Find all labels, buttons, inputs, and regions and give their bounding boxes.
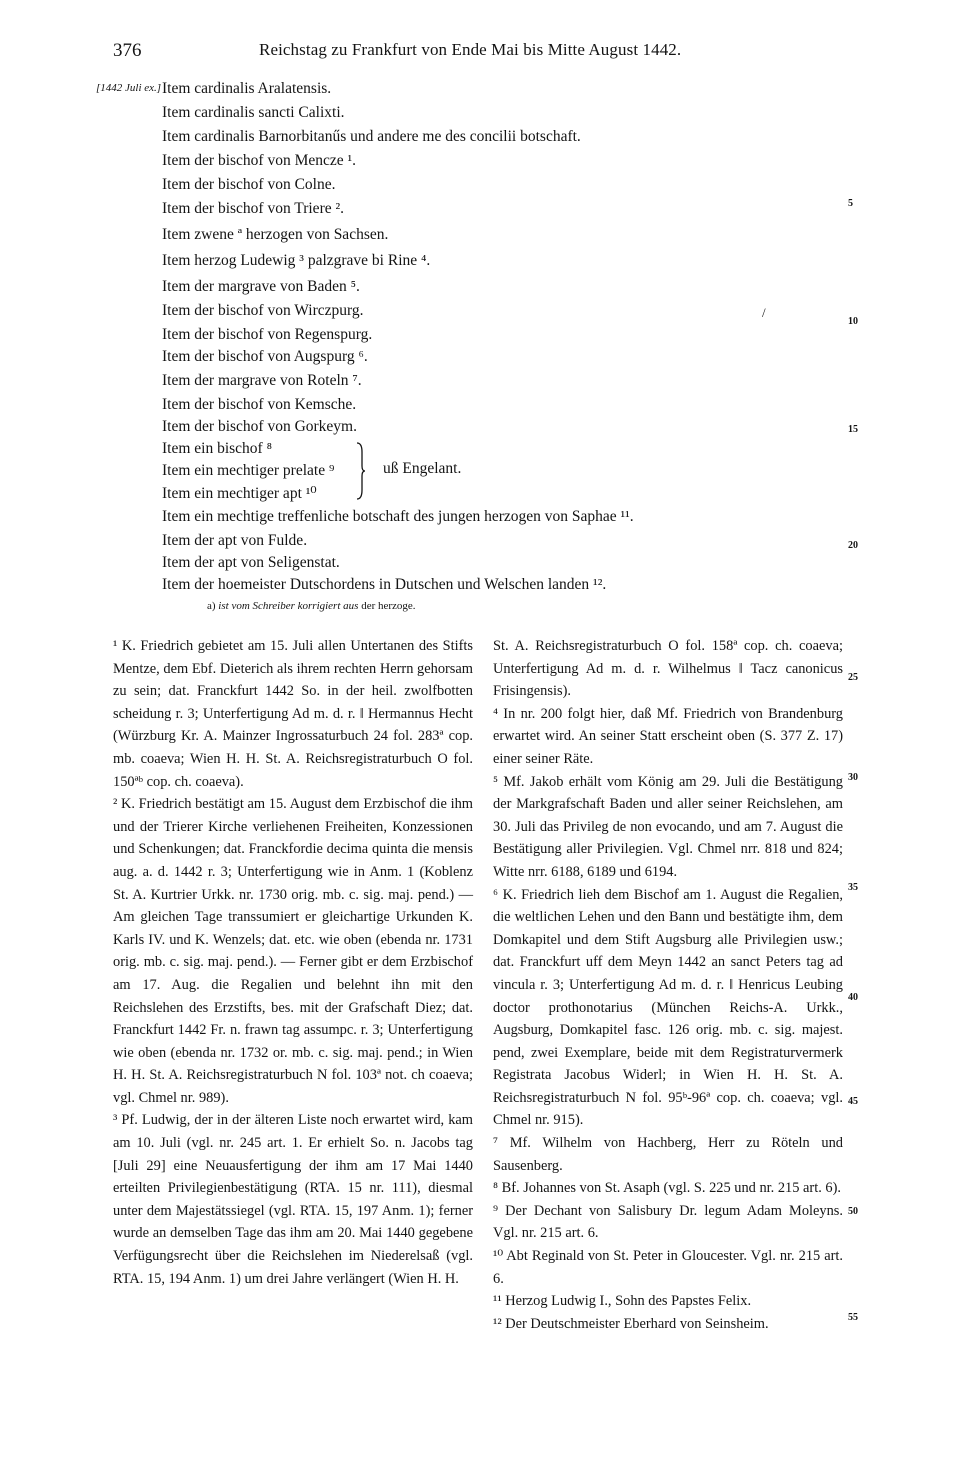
list-item: Item der bischof von Augspurg ⁶. [162, 348, 368, 365]
list-item: Item der bischof von Regenspurg. [162, 326, 373, 343]
list-item: Item der apt von Fulde. [162, 532, 308, 549]
line-number: 25 [848, 672, 858, 683]
footnote: ¹⁰ Abt Reginald von St. Peter in Gloucester. Vgl. nr. 215 art. 6. [493, 1248, 843, 1287]
line-number: 35 [848, 882, 858, 893]
textual-note-prefix: a) [207, 600, 216, 612]
list-item: Item der bischof von Wirczpurg. [162, 302, 364, 319]
page-header [113, 40, 920, 68]
margin-date: [1442 Juli ex.] [96, 82, 162, 94]
list-item: Item der bischof von Colne. [162, 176, 336, 193]
list-item: Item der hoemeister Dutschordens in Dutschen und Welschen landen ¹². [162, 576, 607, 593]
running-title: Reichstag zu Frankfurt von Ende Mai bis Mitte August 1442. [259, 40, 682, 59]
footnote: ⁵ Mf. Jakob erhält vom König am 29. Juli die Bestätigung der Markgrafschaft Baden und aller seiner Reichslehen, am 30. Juli das Privileg de non evocando, und am 7. August die Bestätigung aller Privilegien. Vgl. Chmel nrr. 818 und 824; Witte nrr. 6188, 6189 und 6194. [493, 773, 843, 880]
line-number: 10 [848, 316, 858, 327]
line-number: 50 [848, 1206, 858, 1217]
line-number: 5 [848, 198, 853, 209]
list-item: Item der bischof von Kemsche. [162, 396, 357, 413]
line-number: 30 [848, 772, 858, 783]
textual-note [207, 600, 416, 612]
list-item: Item ein bischof ⁸ [162, 440, 272, 457]
footnote: ⁸ Bf. Johannes von St. Asaph (vgl. S. 225 und nr. 215 art. 6). [493, 1180, 841, 1197]
footnote: ¹¹ Herzog Ludwig I., Sohn des Papstes Felix. [493, 1293, 752, 1310]
list-item: Item der bischof von Gorkeym. [162, 418, 357, 435]
footnote: ⁹ Der Dechant von Salisbury Dr. legum Adam Moleyns. Vgl. nr. 215 art. 6. [493, 1202, 843, 1242]
footnote: ⁷ Mf. Wilhelm von Hachberg, Herr zu Röteln und Sausenberg. [493, 1135, 843, 1174]
list-item: Item ein mechtiger apt ¹⁰ [162, 485, 317, 502]
list-item: Item der bischof von Triere ². [162, 200, 345, 217]
list-item: Item cardinalis sancti Calixti. [162, 104, 345, 121]
line-number: 40 [848, 992, 858, 1003]
footnote: ⁴ In nr. 200 folgt hier, daß Mf. Friedrich von Brandenburg erwartet wird. An seiner Statt erscheint oben (S. 377 Z. 17) einer seiner Räte. [493, 705, 843, 767]
footnote: St. A. Reichsregistraturbuch O fol. 158ª cop. ch. coaeva; Unterfertigung Ad m. d. r. Wilhelmus ‖ Tacz canonicus Frisingensis). [493, 638, 843, 700]
footnotes-right-column [493, 635, 843, 1335]
footnote: ¹ K. Friedrich gebietet am 15. Juli allen Untertanen des Stifts Mentze, dem Ebf. Dieterich als ihrem rechten Herrn gehorsam zu sein; dat. Franckfurt 1442 So. in der heil. zwolfbotten scheidung r. 3; Unterfertigung Ad m. d. r. ‖ Hermannus Hecht (Würzburg Kr. A. Mainzer Ingrossaturbuch 24 fol. 283ª cop. mb. coaeva; Wien H. H. St. A. Reichsregistraturbuch O fol. 150ªᵇ cop. ch. coaeva). [113, 638, 473, 790]
line-number: 55 [848, 1312, 858, 1323]
textual-note-rest: der herzoge. [361, 600, 416, 612]
list-item: Item der bischof von Mencze ¹. [162, 152, 357, 169]
margin-mark: / [762, 305, 766, 320]
line-number: 45 [848, 1096, 858, 1107]
list-item: Item cardinalis Aralatensis. [162, 80, 332, 97]
line-number: 15 [848, 424, 858, 435]
list-item: Item der apt von Seligenstat. [162, 554, 340, 571]
page-number: 376 [113, 40, 142, 61]
textual-note-italic: ist vom Schreiber korrigiert aus [218, 600, 359, 612]
list-item: Item zwene ª herzogen von Sachsen. [162, 226, 389, 243]
list-item: Item ein mechtiger prelate ⁹ [162, 462, 335, 479]
list-item: Item der margrave von Baden ⁵. [162, 278, 360, 295]
footnote: ¹² Der Deutschmeister Eberhard von Seinsheim. [493, 1315, 769, 1332]
brace-note: uß Engelant. [383, 460, 462, 477]
footnotes-left-column [113, 635, 473, 1290]
line-number: 20 [848, 540, 858, 551]
footnote: ² K. Friedrich bestätigt am 15. August dem Erzbischof die ihm und der Trierer Kirche verliehenen Freiheiten, Konzessionen und Schenkungen; dat. Franckfordie decima quinta die mensis aug. a. d. 1442 r. 3; Unterfertigung wie in Anm. 1 (Koblenz St. A. Kurtrier Urkk. nr. 1730 orig. mb. c. sig. maj. pend.) — Am gleichen Tage transsumiert er gleichartige Urkunden K. Karls IV. und K. Wenzels; dat. etc. wie oben (ebenda nr. 1731 orig. mb. c. sig. maj. pend.). — Ferner gibt er dem Erzbischof am 17. Aug. die Regalien und belehnt ihn mit den Reichslehen des Erzstifts, bes. mit der Grafschaft Diez; dat. Franckfurt 1442 Fr. n. frawn tag assumpc. r. 3; Unterfertigung wie oben (ebenda nr. 1732 or. mb. c. sig. maj. pend.; in Wien H. H. St. A. Reichsregistraturbuch N fol. 103ª not. ch coaeva; vgl. Chmel nr. 989). [113, 796, 473, 1106]
list-item: Item cardinalis Barnorbitanűs und andere me des concilii botschaft. [162, 128, 581, 145]
footnote: ³ Pf. Ludwig, der in der älteren Liste noch erwartet wird, kam am 10. Juli (vgl. nr. 245 art. 1. Er erhielt So. n. Jacobs tag [Juli 29] eine Neuausfertigung der ihm am 17 Mai 1440 erteilten Privilegienbestätigung (RTA. 15 nr. 111), diesmal unter dem Majestätssiegel (vgl. RTA. 15, 197 Anm. 1); ferner wurde an demselben Tage das ihm am 20. Mai 1440 gegebene Verfügungsrecht über die Reichslehen im Niederelsaß (vgl. RTA. 15, 194 Anm. 1) um drei Jahre verlängert (Wien H. H. [113, 1112, 473, 1287]
list-item: Item ein mechtige treffenliche botschaft des jungen herzogen von Saphae ¹¹. [162, 508, 634, 525]
list-item: Item der margrave von Roteln ⁷. [162, 372, 362, 389]
footnote: ⁶ K. Friedrich lieh dem Bischof am 1. August die Regalien, die weltlichen Lehen und den Bann und bestätigte ihm, dem Domkapitel und dem Stift Augsburg alle Privilegien usw.; dat. Franckfurt uff dem Meyn 1442 an sanct Peters tag ad vincula r. 3; Unterfertigung Ad m. d. r. ‖ Henricus Leubing doctor prothonotarius (München Reichs-A. Urkk., Augsburg, Domkapitel fasc. 126 orig. mb. c. sig. majest. pend, zwei Exemplare, beide mit dem Registraturvermerk Registrata Jacobus Widerl; in Wien H. H. St. A. Reichsregistraturbuch N fol. 95ᵇ-96ª cop. ch. coaeva; vgl. Chmel nr. 915). [493, 886, 843, 1129]
brace-icon [356, 442, 366, 500]
list-item: Item herzog Ludewig ³ palzgrave bi Rine ⁴. [162, 252, 431, 269]
